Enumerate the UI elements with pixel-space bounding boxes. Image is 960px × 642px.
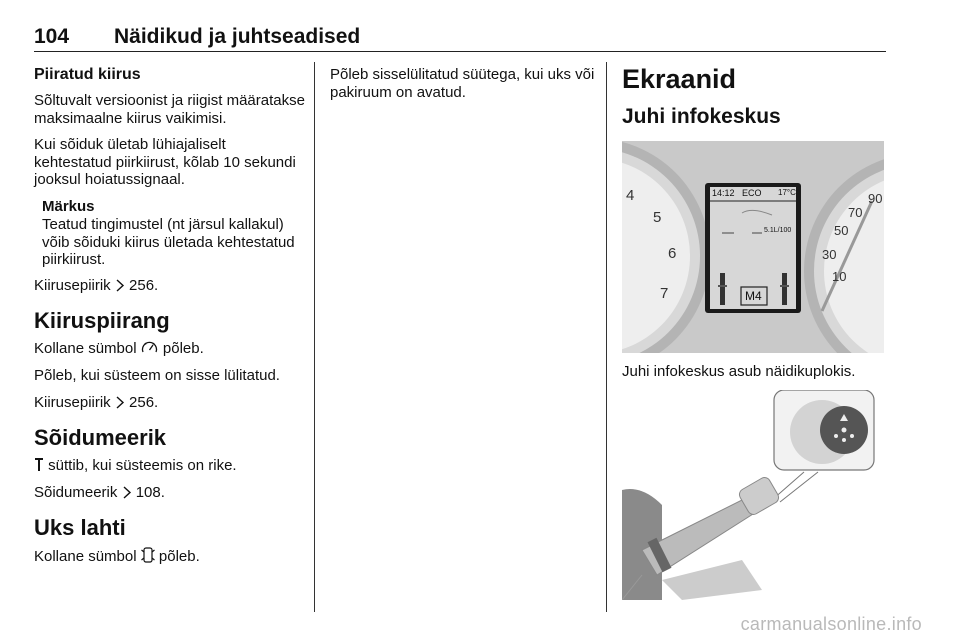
tick-label: 70 — [848, 205, 863, 220]
heading-ekraanid: Ekraanid — [622, 64, 737, 94]
speed-limiter-icon — [141, 340, 159, 355]
tachograph-icon — [34, 458, 44, 472]
watermark: carmanualsonline.info — [740, 614, 922, 634]
column-divider — [314, 62, 315, 612]
paragraph: Kollane sümbol põleb. — [34, 548, 200, 566]
paragraph: Kollane sümbol põleb. — [34, 340, 204, 358]
tick-label: 7 — [660, 285, 669, 302]
page-number: 104 — [34, 25, 70, 48]
page-header — [34, 25, 886, 52]
page-title: Näidikud ja juhtseadised — [114, 25, 361, 48]
paragraph: Põleb, kui süsteem on sisse lülitatud. — [34, 366, 280, 384]
tick-label: 90 — [868, 191, 883, 206]
heading-kiiruspiirang: Kiiruspiirang — [34, 308, 170, 334]
note-text: Teatud tingimustel (nt järsul kallakul) võib sõiduki kiirus ületada kehtestatud piirkiirust. — [42, 215, 295, 269]
cluster-gear: M4 — [745, 289, 762, 303]
cluster-time: 14:12 — [712, 188, 735, 198]
paragraph: süttib, kui süsteemis on rike. — [34, 457, 306, 475]
cross-reference[interactable]: Kiirusepiirik 256. — [34, 393, 159, 411]
heading-soidumeerik: Sõidumeerik — [34, 425, 167, 451]
heading-uks-lahti: Uks lahti — [34, 515, 126, 541]
column-1 — [34, 66, 306, 575]
tick-label: 50 — [834, 223, 849, 238]
cluster-temp: 17°C — [778, 188, 796, 197]
cross-reference[interactable]: Sõidumeerik 108. — [34, 483, 165, 501]
heading-piiratud-kiirus: Piiratud kiirus — [34, 66, 141, 83]
cluster-mode: ECO — [742, 188, 762, 198]
tick-label: 4 — [626, 187, 635, 204]
note-label: Märkus — [42, 197, 95, 215]
paragraph: Kui sõiduk ületab lühiajaliselt kehtestatud piirkiirust, kõlab 10 sekundi jooksul hoiatussignaal. — [34, 136, 296, 189]
tick-label: 5 — [653, 209, 662, 226]
tick-label: 6 — [668, 245, 677, 262]
stalk-figure — [622, 390, 884, 600]
page-reference-arrow-icon — [115, 279, 125, 292]
figure-caption: Juhi infokeskus asub näidikuplokis. — [622, 363, 856, 380]
tick-label: 30 — [822, 247, 837, 262]
ref-page: 256. — [129, 276, 159, 294]
column-2 — [330, 66, 595, 110]
page-reference-arrow-icon — [122, 486, 132, 499]
note-box — [42, 198, 306, 269]
instrument-cluster-illustration — [622, 141, 884, 353]
cluster-consumption: 5.1L/100 — [764, 227, 792, 234]
paragraph: Sõltuvalt versioonist ja riigist määratakse maksimaalne kiirus vaikimisi. — [34, 92, 305, 127]
door-open-icon — [141, 547, 155, 563]
tick-label: 10 — [832, 269, 847, 284]
stalk-switch-illustration — [622, 390, 884, 600]
column-divider — [606, 62, 607, 612]
cross-reference[interactable] — [34, 277, 306, 295]
heading-juhi-infokeskus: Juhi infokeskus — [622, 105, 781, 128]
instrument-cluster-figure — [622, 141, 884, 353]
column-3 — [622, 64, 890, 600]
page-reference-arrow-icon — [115, 396, 125, 409]
paragraph: Põleb sisselülitatud süütega, kui uks või pakiruum on avatud. — [330, 66, 595, 101]
ref-text: Kiirusepiirik — [34, 276, 111, 294]
